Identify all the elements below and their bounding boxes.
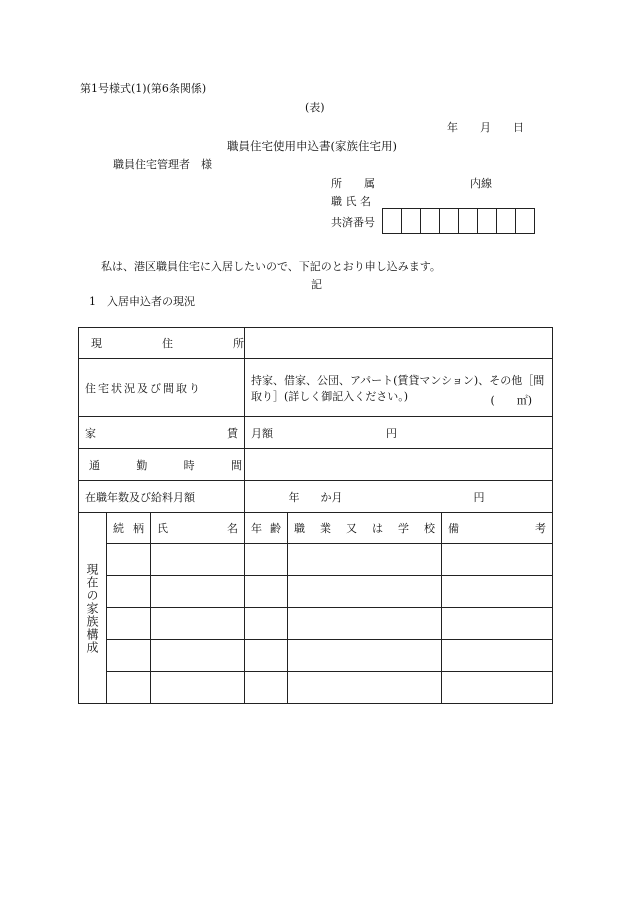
occupation-cell[interactable] [288,608,442,640]
front-side-label: (表) [305,101,325,114]
family-row [79,608,553,640]
header-age: 年 齢 [245,513,288,544]
remarks-cell[interactable] [442,640,553,672]
affiliation-label: 所 属 [331,177,375,190]
rent-label-cell: 家 賃 [79,417,245,449]
relation-cell[interactable] [107,640,151,672]
housing-options-text: 持家、借家、公団、アパート(賃貸マンション)、その他［間取り］(詳しく御記入ください。) [251,374,545,403]
header-remarks: 備 考 [442,513,553,544]
mutual-aid-number-label: 共済番号 [331,216,375,229]
date-field[interactable] [447,119,524,135]
tenure-year-label: 年 [288,490,300,504]
name-cell[interactable] [151,544,245,576]
name-cell[interactable] [151,576,245,608]
digit-box[interactable] [439,209,458,233]
rent-field[interactable] [245,417,553,449]
remarks-cell[interactable] [442,576,553,608]
family-composition-label: 現在の家族構成 [79,513,107,704]
name-cell[interactable] [151,640,245,672]
digit-box[interactable] [458,209,477,233]
occupation-cell[interactable] [288,672,442,704]
commute-field[interactable] [245,449,553,481]
relation-cell[interactable] [107,608,151,640]
digit-box[interactable] [401,209,420,233]
relation-cell[interactable] [107,544,151,576]
extension-label: 内線 [470,177,492,190]
remarks-cell[interactable] [442,672,553,704]
date-month-label: 月 [480,121,491,134]
name-cell[interactable] [151,672,245,704]
digit-box[interactable] [477,209,496,233]
family-row [79,672,553,704]
rent-monthly-label: 月額 [251,426,274,440]
digit-box[interactable] [515,209,534,233]
salary-yen-label: 円 [473,490,485,504]
date-day-label: 日 [513,121,524,134]
digit-box[interactable] [383,209,401,233]
tenure-months-label: か月 [320,490,343,504]
commute-label-cell: 通 勤 時 間 [79,449,245,481]
occupation-cell[interactable] [288,576,442,608]
housing-label-cell: 住宅状況及び間取り [79,359,245,417]
address-field[interactable] [245,328,553,359]
applicant-status-table [78,327,553,704]
date-year-label: 年 [447,121,458,134]
digit-box[interactable] [420,209,439,233]
tenure-label-cell: 在職年数及び給料月額 [79,481,245,513]
housing-field[interactable] [245,359,553,417]
age-cell[interactable] [245,576,288,608]
addressee: 職員住宅管理者 様 [113,158,212,171]
header-occupation-school: 職 業 又 は 学 校 [288,513,442,544]
family-row [79,576,553,608]
mutual-aid-number-boxes[interactable] [382,208,535,234]
age-cell[interactable] [245,672,288,704]
family-row [79,640,553,672]
family-row [79,544,553,576]
age-cell[interactable] [245,640,288,672]
ki-heading: 記 [311,278,322,291]
application-statement: 私は、港区職員住宅に入居したいので、下記のとおり申し込みます。 [101,260,441,273]
rent-yen-label: 円 [386,426,398,440]
digit-box[interactable] [496,209,515,233]
tenure-salary-field[interactable] [245,481,553,513]
address-label-cell: 現 住 所 [79,328,245,359]
age-cell[interactable] [245,544,288,576]
remarks-cell[interactable] [442,544,553,576]
form-number-label: 第1号様式(1)(第6条関係) [80,82,207,95]
name-cell[interactable] [151,608,245,640]
occupation-cell[interactable] [288,544,442,576]
age-cell[interactable] [245,608,288,640]
name-label: 職 氏 名 [331,195,371,208]
section-1-heading: 1 入居申込者の現況 [89,295,195,308]
document-title: 職員住宅使用申込書(家族住宅用) [227,139,397,153]
relation-cell[interactable] [107,672,151,704]
relation-cell[interactable] [107,576,151,608]
remarks-cell[interactable] [442,608,553,640]
occupation-cell[interactable] [288,640,442,672]
header-relation: 続 柄 [107,513,151,544]
area-sqm-label: ( ㎡) [490,394,533,407]
header-name: 氏 名 [151,513,245,544]
